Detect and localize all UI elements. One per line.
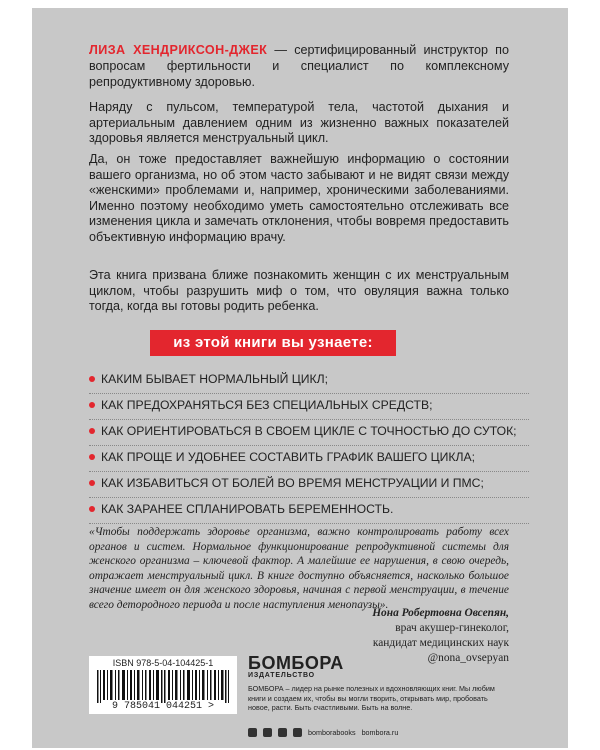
social-icon	[278, 728, 287, 737]
list-item: КАК ИЗБАВИТЬСЯ ОТ БОЛЕЙ ВО ВРЕМЯ МЕНСТРУАЦИИ И ПМС;	[89, 472, 529, 498]
signature-title: врач акушер-гинеколог,	[395, 622, 509, 634]
list-item: КАК ПРОЩЕ И УДОБНЕЕ СОСТАВИТЬ ГРАФИК ВАШЕГО ЦИКЛА;	[89, 446, 529, 472]
list-item: КАК ПРЕДОХРАНЯТЬСЯ БЕЗ СПЕЦИАЛЬНЫХ СРЕДСТВ;	[89, 394, 529, 420]
isbn-label: ISBN 978-5-04-104425-1	[112, 658, 214, 668]
paragraph-3: Эта книга призвана ближе познакомить женщин с их менструальным циклом, чтобы разрушить миф о том, что овуляция важна только тогда, когда вы готовы родить ребенка.	[89, 268, 509, 314]
bullet-dot-icon	[89, 506, 95, 512]
signature-handle: @nona_ovsepyan	[427, 652, 509, 664]
list-item: КАК ЗАРАНЕЕ СПЛАНИРОВАТЬ БЕРЕМЕННОСТЬ.	[89, 498, 529, 524]
social-icon	[248, 728, 257, 737]
paragraph-2: Да, он тоже предоставляет важнейшую информацию о состоянии вашего организма, но об этом часто забывают и не видят связи между «женскими» проблемами и, например, хроническими заболеваниями. Именно поэтому необходимо уметь самостоятельно отслеживать все изменения цикла и замечать отклонения, чтобы вовремя предоставить объективную информацию врачу.	[89, 152, 509, 244]
section-banner: из этой книги вы узнаете:	[150, 330, 396, 356]
barcode-icon	[97, 670, 229, 703]
social-icon	[263, 728, 272, 737]
benefits-list	[89, 368, 529, 524]
bullet-dot-icon	[89, 454, 95, 460]
bullet-dot-icon	[89, 376, 95, 382]
publisher-subtitle: ИЗДАТЕЛЬСТВО	[248, 672, 315, 679]
author-name: ЛИЗА ХЕНДРИКСОН-ДЖЕК	[89, 43, 268, 57]
list-item: КАК ОРИЕНТИРОВАТЬСЯ В СВОЕМ ЦИКЛЕ С ТОЧНОСТЬЮ ДО СУТОК;	[89, 420, 529, 446]
bullet-dot-icon	[89, 480, 95, 486]
expert-quote: «Чтобы поддержать здоровье организма, важно контролировать работу всех органов и систем. Нормальное функционирование репродуктивной системы для женского организма – ключевой фактор. А малейшие ее нарушения, в свою очередь, отражает менструальный цикл. В книге доступно объясняется, насколько большое значение имеет он для женского здоровья, начиная с первой менструации, в течение всего детородного периода и после наступления менопаузы».	[89, 526, 509, 611]
publisher-site: bombora.ru	[361, 728, 399, 737]
publisher-logo	[248, 654, 344, 679]
publisher-name: БОМБОРА	[248, 653, 344, 673]
social-links	[248, 728, 398, 737]
bullet-dot-icon	[89, 428, 95, 434]
signature-degree: кандидат медицинских наук	[372, 637, 509, 649]
author-intro	[89, 42, 509, 90]
paragraph-1: Наряду с пульсом, температурой тела, частотой дыхания и артериальным давлением одним из жизненно важных показателей здоровья является менструальный цикл.	[89, 100, 509, 146]
list-item: КАКИМ БЫВАЕТ НОРМАЛЬНЫЙ ЦИКЛ;	[89, 368, 529, 394]
social-icon	[293, 728, 302, 737]
publisher-blurb: БОМБОРА – лидер на рынке полезных и вдохновляющих книг. Мы любим книги и создаем их, чтобы вы могли творить, открывать мир, пробовать новое, расти. Быть счастливыми. Быть на волне.	[248, 684, 495, 712]
barcode-digits: 9 785041 044251 >	[111, 701, 215, 712]
signature-name: Нона Робертовна Овсепян,	[372, 607, 509, 619]
publisher-handle: bomborabooks	[308, 728, 356, 737]
barcode-box	[89, 656, 237, 714]
author-description: — сертифицированный инструктор по вопросам фертильности и специалист по комплексному репродуктивному здоровью.	[89, 43, 509, 89]
bullet-dot-icon	[89, 402, 95, 408]
quote-signature	[372, 606, 509, 666]
